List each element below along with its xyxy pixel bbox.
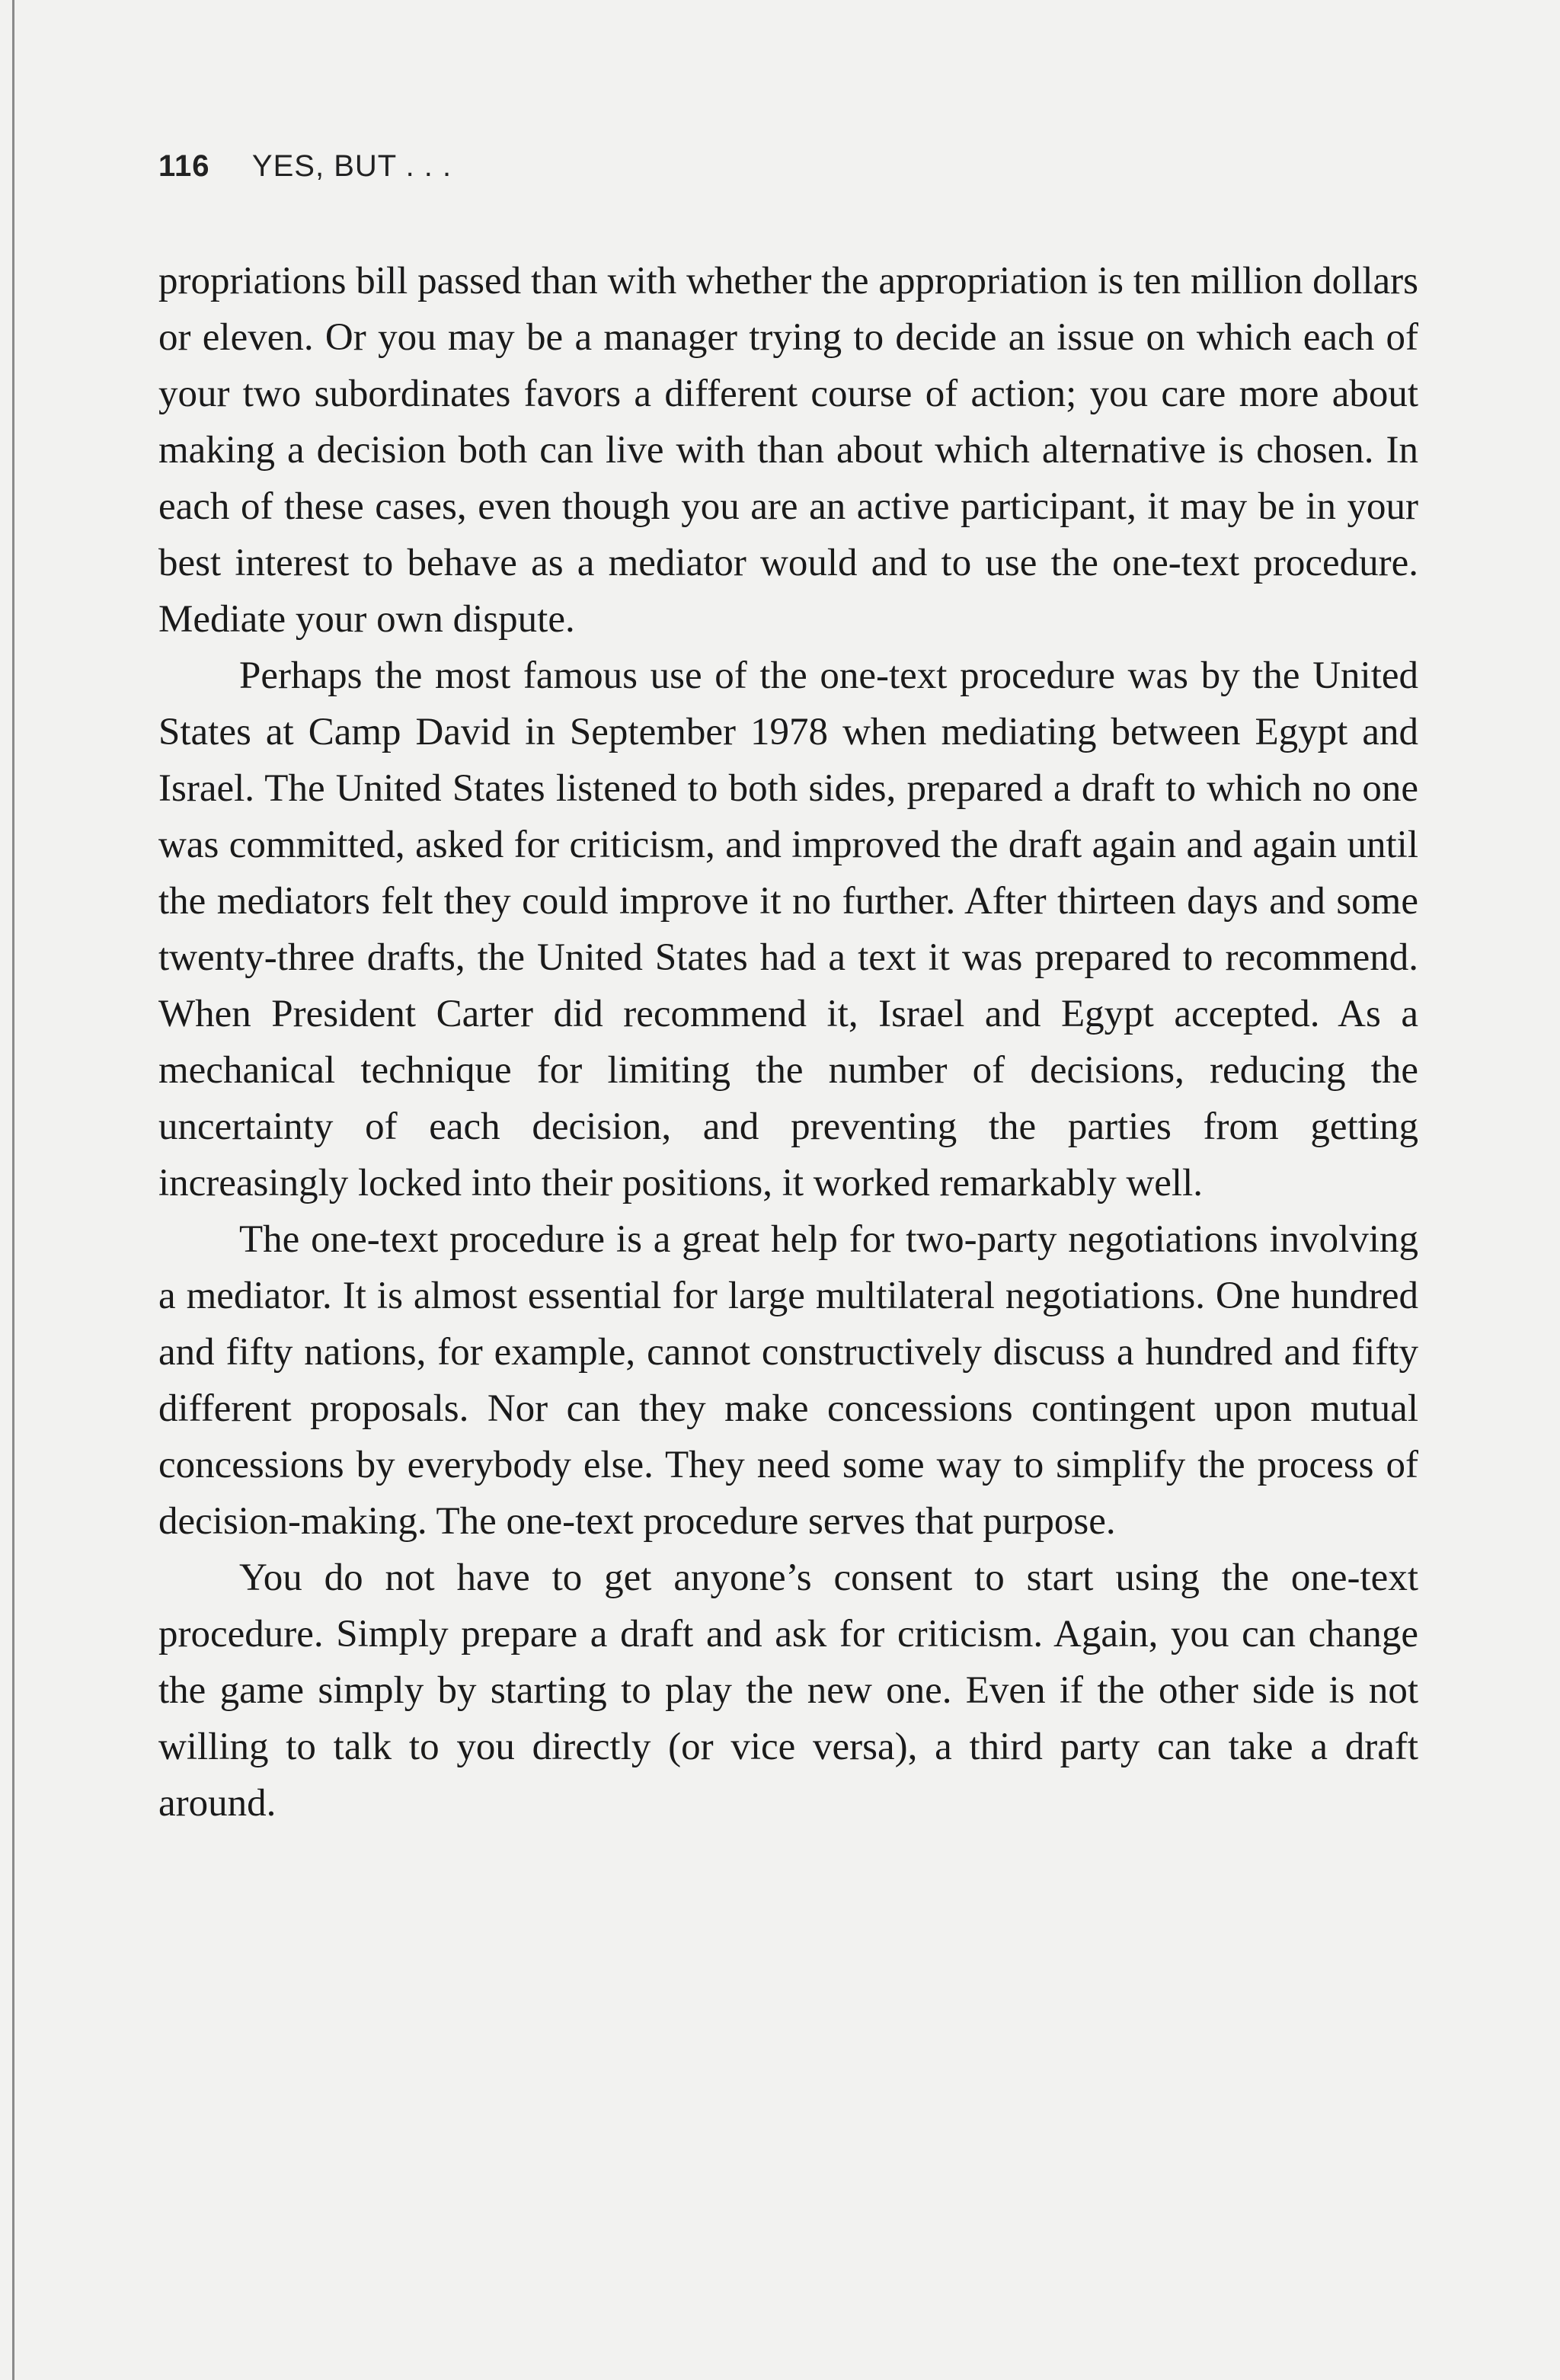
paragraph-2: Perhaps the most famous use of the one-text procedure was by the United States at Camp David in September 1978 when mediating between Egypt and Israel. The United States listened to both sides, prepared a draft to which no one was committed, asked for criticism, and improved the draft again and again until the mediators felt they could improve it no further. After thirteen days and some twenty-three drafts, the United States had a text it was prepared to recommend. When President Carter did recommend it, Israel and Egypt accepted. As a mechanical technique for limiting the number of decisions, reducing the uncertainty of each decision, and preventing the parties from getting increasingly locked into their positions, it worked remarkably well. [158,654,1418,1204]
running-title: YES, BUT . . . [251,149,452,183]
paragraph-3: The one-text procedure is a great help for two-party negotiations involving a mediator. It is almost essential for large multilateral negotiations. One hundred and fifty nations, for example, cannot constructively discuss a hundred and fifty different proposals. Nor can they make concessions contingent upon mutual concessions by everybody else. They need some way to simplify the process of decision-making. The one-text procedure serves that purpose. [158,1218,1418,1543]
paragraph-4: You do not have to get anyone’s consent to start using the one-text procedure. Simply prepare a draft and ask for criticism. Again, you can change the game simply by starting to play the new one. Even if the other side is not willing to talk to you directly (or vice versa), a third party can take a draft around. [158,1556,1418,1825]
page-number: 116 [158,149,210,183]
running-head [158,149,452,184]
body-text [158,253,1418,1831]
page-edge-line [12,0,14,2380]
paragraph-1: propriations bill passed than with whether the appropriation is ten million dollars or eleven. Or you may be a manager trying to decide an issue on which each of your two subordinates favors a different course of action; you care more about making a decision both can live with than about which alternative is chosen. In each of these cases, even though you are an active participant, it may be in your best interest to behave as a mediator would and to use the one-text procedure. Mediate your own dispute. [158,260,1418,641]
